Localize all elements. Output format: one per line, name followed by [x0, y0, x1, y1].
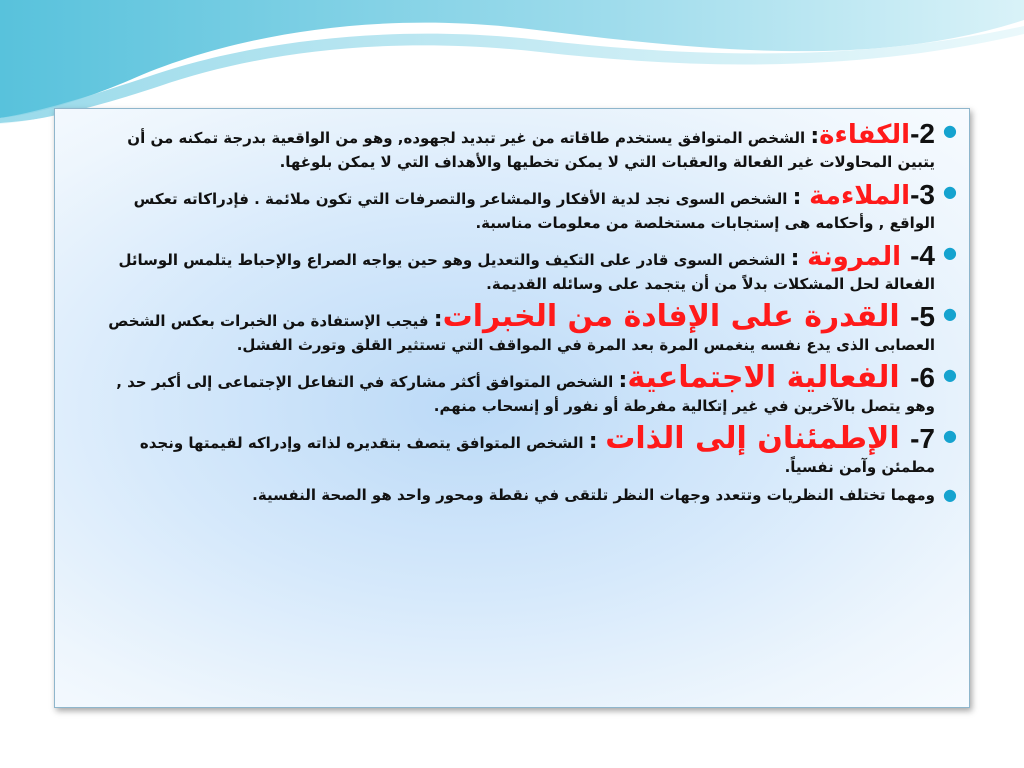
- bullet-icon: ●: [943, 243, 957, 262]
- bullet-icon: ●: [943, 304, 957, 323]
- item-text: الشخص المتوافق أكثر مشاركة في التفاعل الإجتماعى إلى أكبر حد , وهو يتصل بالآخرين في غير إتكالية مفرطة أو نفور أو إنسحاب منهم.: [116, 373, 935, 415]
- list-item: [89, 179, 957, 235]
- bullet-icon: ●: [943, 365, 957, 384]
- item-separator: :: [618, 368, 628, 393]
- list-item: [89, 118, 957, 174]
- item-text: ومهما تختلف النظريات وتتعدد وجهات النظر تلتقى في نقطة ومحور واحد هو الصحة النفسية.: [252, 486, 935, 504]
- item-number: 4-: [910, 240, 935, 271]
- item-text: الشخص السوى نجد لدية الأفكار والمشاعر والتصرفات التي تكون ملائمة . فإدراكاته تعكس الواقع , وأحكامه هى إستجابات مستخلصة من معلومات مناسبة.: [133, 190, 935, 232]
- list-item: [89, 483, 957, 507]
- item-number: 7-: [910, 423, 935, 454]
- item-separator: :: [433, 307, 443, 332]
- item-number: 5-: [910, 301, 935, 332]
- item-text: الشخص المتوافق يتصف بتقديره لذاته وإدراكه لقيمتها ونجده مطمئن وآمن نفسياً.: [139, 434, 935, 476]
- item-text: الشخص السوى قادر على التكيف والتعديل وهو حين يواجه الصراع والإحباط يتلمس الوسائل الفعالة لحل المشكلات بدلاً من أن يتجمد على وسائله القديمة.: [118, 251, 935, 293]
- bullet-icon: ●: [943, 182, 957, 201]
- content-box: [54, 108, 970, 708]
- item-heading: الإطمئنان إلى الذات: [605, 421, 911, 456]
- item-heading: الكفاءة: [819, 120, 911, 150]
- list-item: [89, 421, 957, 479]
- item-heading: الفعالية الاجتماعية: [627, 360, 911, 395]
- item-text: الشخص المتوافق يستخدم طاقاته من غير تبديد لجهوده, وهو من الواقعية بدرجة تمكنه من أن يتبين المحاولات غير الفعالة والعقبات التي لا يمكن تخطيها والأهداف التي لا يمكن بلوغها.: [127, 129, 935, 171]
- list-item: [89, 360, 957, 418]
- item-separator: :: [790, 246, 808, 271]
- item-number: 3-: [910, 179, 935, 210]
- bullet-icon: ●: [943, 485, 957, 504]
- item-separator: :: [810, 124, 820, 149]
- item-text: فيجب الإستفادة من الخبرات بعكس الشخص العصابى الذى يدع نفسه ينغمس المرة بعد المرة في المواقف التي تستثير القلق وتورث الفشل.: [108, 312, 935, 354]
- bullet-list: [89, 118, 957, 513]
- item-heading: الملاءمة: [809, 181, 911, 211]
- list-item: [89, 240, 957, 296]
- item-separator: :: [792, 185, 810, 210]
- item-separator: :: [588, 429, 606, 454]
- item-heading: المرونة: [807, 242, 911, 272]
- item-number: 6-: [910, 362, 935, 393]
- item-number: 2-: [910, 118, 935, 149]
- item-heading: القدرة على الإفادة من الخبرات: [442, 299, 911, 334]
- bullet-icon: ●: [943, 121, 957, 140]
- list-item: [89, 299, 957, 357]
- bullet-icon: ●: [943, 426, 957, 445]
